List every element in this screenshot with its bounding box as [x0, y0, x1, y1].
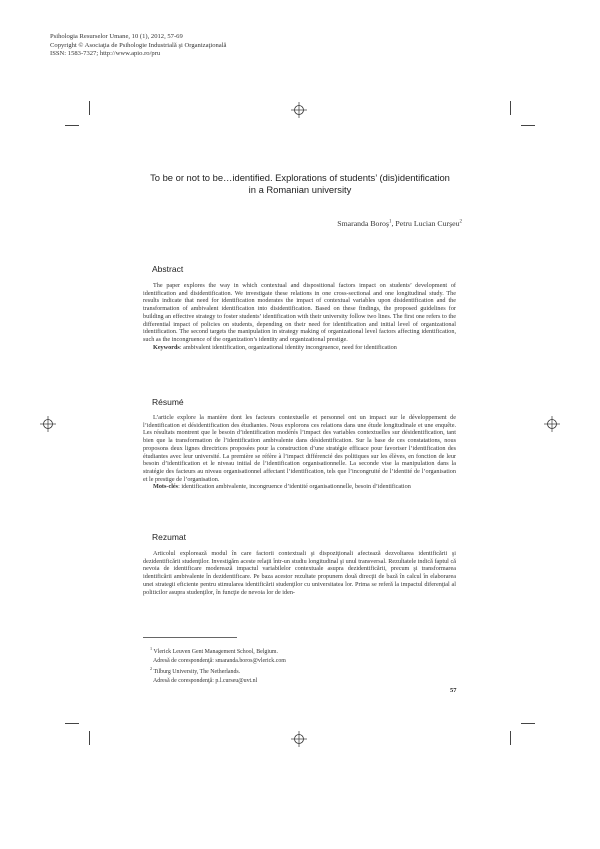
author-name: Smaranda Boroş	[337, 219, 389, 228]
footnote-affiliation: Tilburg University, The Netherlands.	[153, 669, 241, 676]
keywords-label: Mots-clés	[153, 483, 179, 491]
abstract-keywords	[143, 344, 456, 352]
title-line-2: in a Romanian university	[248, 184, 352, 195]
crop-mark	[65, 125, 79, 126]
resume-section	[143, 414, 456, 491]
footnote-2	[150, 665, 286, 677]
paper-title	[100, 172, 500, 196]
footnote-contact: Adresă de corespondenţă: p.l.curseu@uvt.nl	[153, 677, 258, 684]
footnote-contact: Adresă de corespondenţă: smaranda.boros@vlerick.com	[153, 657, 286, 664]
issn-line: ISSN: 1583-7327; http://www.apio.ro/pru	[50, 50, 161, 58]
abstract-heading: Abstract	[152, 264, 184, 274]
affiliation-marker: 1	[389, 219, 392, 225]
footnote-divider	[143, 637, 237, 638]
crop-mark	[521, 125, 535, 126]
crop-mark	[521, 723, 535, 724]
abstract-section	[143, 282, 456, 351]
footnotes	[150, 645, 286, 685]
crop-mark	[510, 731, 511, 745]
abstract-body: The paper explores the way in which contextual and dispositional factors impact on students’ development of identification and disidentification. We investigate these relations in one cross-sectional and one longitudinal study. The results indicate that need for identification moderates the impact of contextual variables upon disidentification and the transformation of ambivalent identification into disidentification. Based on these findings, the proposed guidelines for building an effective strategy to foster students’ identification with their university follow two lines. The first one refers to the differential impact of policies on students, depending on their need for identification and initial level of organizational identification. The second targets the manipulation in strategy making of organizational level factors affecting identification, such as the incongruence of the organization’s identity and organizational prestige.	[143, 282, 456, 343]
author-name: Petru Lucian Curşeu	[395, 219, 460, 228]
footnote-marker: 2	[150, 666, 153, 672]
crop-mark	[510, 101, 511, 115]
resume-heading: Résumé	[152, 397, 184, 407]
registration-mark-icon	[544, 416, 560, 432]
crop-mark	[65, 723, 79, 724]
affiliation-marker: 2	[459, 219, 462, 225]
keywords-text: : identification ambivalente, incongruence d’identité organisationnelle, besoin d’identification	[178, 483, 411, 491]
rezumat-section	[143, 550, 456, 596]
crop-mark	[89, 101, 90, 115]
journal-citation: Psihologia Resurselor Umane, 10 (1), 2012, 57-69	[50, 33, 183, 40]
footnote-marker: 1	[150, 646, 153, 651]
keywords-label: Keywords	[153, 343, 180, 351]
registration-mark-icon	[40, 416, 56, 432]
author-separator: ,	[391, 219, 396, 228]
journal-header	[50, 33, 226, 59]
footnote-2-contact	[150, 677, 286, 686]
crop-mark	[89, 731, 90, 745]
resume-keywords	[143, 483, 456, 491]
footnote-1	[150, 645, 286, 657]
rezumat-heading: Rezumat	[152, 532, 187, 542]
title-line-1: To be or not to be…identified. Explorations of students’ (dis)identification	[150, 172, 450, 183]
keywords-text: : ambivalent identification, organizational identity incongruence, need for identification	[179, 343, 397, 351]
footnote-1-contact	[150, 657, 286, 666]
registration-mark-icon	[291, 102, 307, 118]
resume-body: L’article explore la manière dont les facteurs contextuelle et personnel ont un impact sur le développement de l’identification et désidentification des étudiantes. Nous explorons ces relations dans une étude longitudinale et une enquête. Les résultats montrent que le besoin d’identification modérés l’impact des variables contextuelles sur désidentification, tant bien que la transformation de l’identification ambivalente dans désidentification. Sur la base de ces constatations, nous proposons deux lignes directrices proposées pour la construction d’une stratégie efficace pour favoriser l’identification des étudiantes avec leur université. La première se réfère à l’impact différencié des politiques sur les élèves, en fonction de leur besoin d’identification et le niveau initial de l’identification organisationnelle. La seconde vise la manipulation dans la stratégie des facteurs au niveau organisationnel affectant l’identification, tels que l’incongruité de l’identité de l’organisation et le prestige de l’organisation.	[143, 414, 456, 483]
copyright-line: Copyright © Asociaţia de Psihologie Industrială şi Organizaţională	[50, 41, 227, 49]
rezumat-body: Articolul explorează modul în care factorii contextuali şi dispoziţionali afectează dezvoltarea identificării şi dezidentificării studenţilor. Investigăm aceste relaţii într-un studiu longitudinal şi unul transversal. Rezultatele indică faptul că nevoia de identificare moderează impactul variabilelor contextuale asupra dezidentificării, precum şi transformarea identificării ambivalente în dezidentificare. Pe baza acestor rezultate propunem două direcţii de bază în calcul în elaborarea unei strategii eficiente pentru stimularea identificării studenţilor cu universitatea lor. Prima se referă la impactul diferenţial al politicilor asupra studenţilor, în funcţie de nevoia lor de iden-	[143, 550, 456, 596]
footnote-affiliation: Vlerick Leuven Gent Management School, Belgium.	[153, 648, 278, 655]
author-list	[337, 219, 462, 228]
registration-mark-icon	[291, 731, 307, 747]
page-number: 57	[450, 687, 457, 694]
